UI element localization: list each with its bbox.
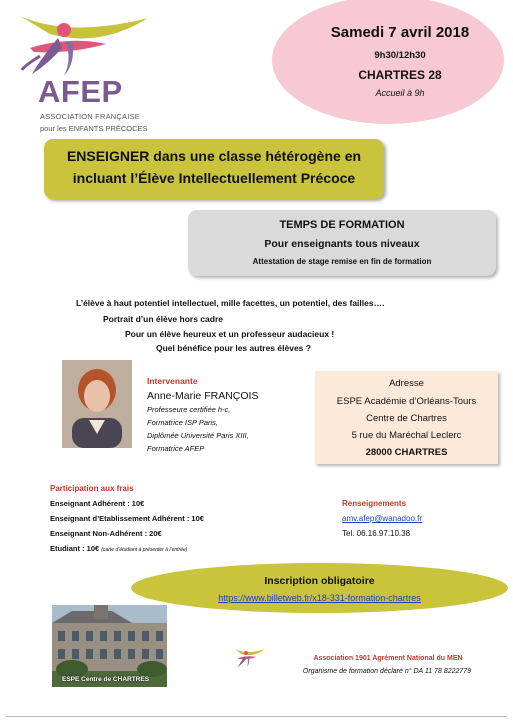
formation-certificate: Attestation de stage remise en fin de formation: [252, 257, 432, 266]
contact-phone: Tel. 06.16.97.10.38: [342, 529, 411, 538]
logo-subtitle-1: ASSOCIATION FRANÇAISE: [40, 112, 140, 121]
speaker-portrait: [62, 360, 132, 448]
price-item-2: Enseignant d’Etablissement Adhérent : 10€: [50, 514, 204, 523]
address-line-4: 28000 CHARTRES: [365, 447, 448, 458]
address-label: Adresse: [389, 378, 424, 389]
afep-small-logo-icon: [233, 646, 267, 676]
event-date: Samedi 7 avril 2018: [330, 24, 470, 41]
photo-caption: ESPE Centre de CHARTRES: [62, 676, 150, 683]
address-line-3: 5 rue du Maréchal Leclerc: [351, 430, 462, 441]
description-line-2: Portrait d’un élève hors cadre: [103, 314, 223, 324]
inscription-link[interactable]: https://www.billetweb.fr/x18-331-formation-chartres: [218, 593, 421, 603]
speaker-detail-1: Professeure certifiée h-c,: [147, 405, 231, 414]
bottom-divider: [6, 716, 507, 717]
event-hours: 9h30/12h30: [374, 50, 426, 61]
event-city: CHARTRES 28: [358, 68, 442, 82]
logo-wordmark: AFEP: [38, 74, 123, 109]
speaker-label: Intervenante: [147, 376, 198, 386]
contact-email-link[interactable]: amv.afep@wanadoo.fr: [342, 514, 423, 523]
formation-title: TEMPS DE FORMATION: [279, 219, 405, 231]
address-line-2: Centre de Chartres: [366, 413, 447, 424]
event-welcome: Accueil à 9h: [375, 88, 425, 98]
speaker-detail-2: Formatrice ISP Paris,: [147, 418, 218, 427]
title-line-1: ENSEIGNER dans une classe hétérogène en: [66, 148, 362, 164]
description-line-3: Pour un élève heureux et un professeur audacieux !: [125, 329, 335, 339]
building-photo: [52, 605, 167, 687]
description-line-4: Quel bénéfice pour les autres élèves ?: [156, 343, 311, 353]
date-ellipse: [272, 0, 504, 124]
inscription-ellipse: [131, 563, 508, 613]
title-line-2: incluant l’Élève Intellectuellement Précoce: [72, 170, 356, 186]
participation-label: Participation aux frais: [50, 484, 134, 493]
speaker-detail-3: Diplômée Université Paris XIII,: [147, 431, 249, 440]
price-item-1: Enseignant Adhérent : 10€: [50, 499, 145, 508]
price-item-4-row: [50, 544, 187, 553]
footer-agrement: Association 1901 Agrément National du MEN: [313, 655, 463, 662]
student-note: (carte d’étudiant à présenter à l’entrée): [101, 547, 188, 553]
price-item-4: Etudiant : 10€: [50, 544, 100, 553]
logo-subtitle-2: pour les ENFANTS PRÉCOCES: [40, 124, 148, 133]
description-line-1: L’élève à haut potentiel intellectuel, mille facettes, un potentiel, des failles….: [76, 298, 385, 308]
inscription-label: Inscription obligatoire: [264, 575, 375, 587]
speaker-detail-4: Formatrice AFEP: [147, 444, 205, 453]
speaker-name: Anne-Marie FRANÇOIS: [147, 390, 259, 402]
price-item-3: Enseignant Non-Adhérent : 20€: [50, 529, 162, 538]
address-line-1: ESPE Académie d’Orléans-Tours: [336, 396, 477, 407]
footer-organisme: Organisme de formation déclaré n° DA 11 78 8222779: [302, 668, 472, 675]
contact-label: Renseignements: [342, 499, 407, 508]
formation-audience: Pour enseignants tous niveaux: [264, 238, 420, 250]
